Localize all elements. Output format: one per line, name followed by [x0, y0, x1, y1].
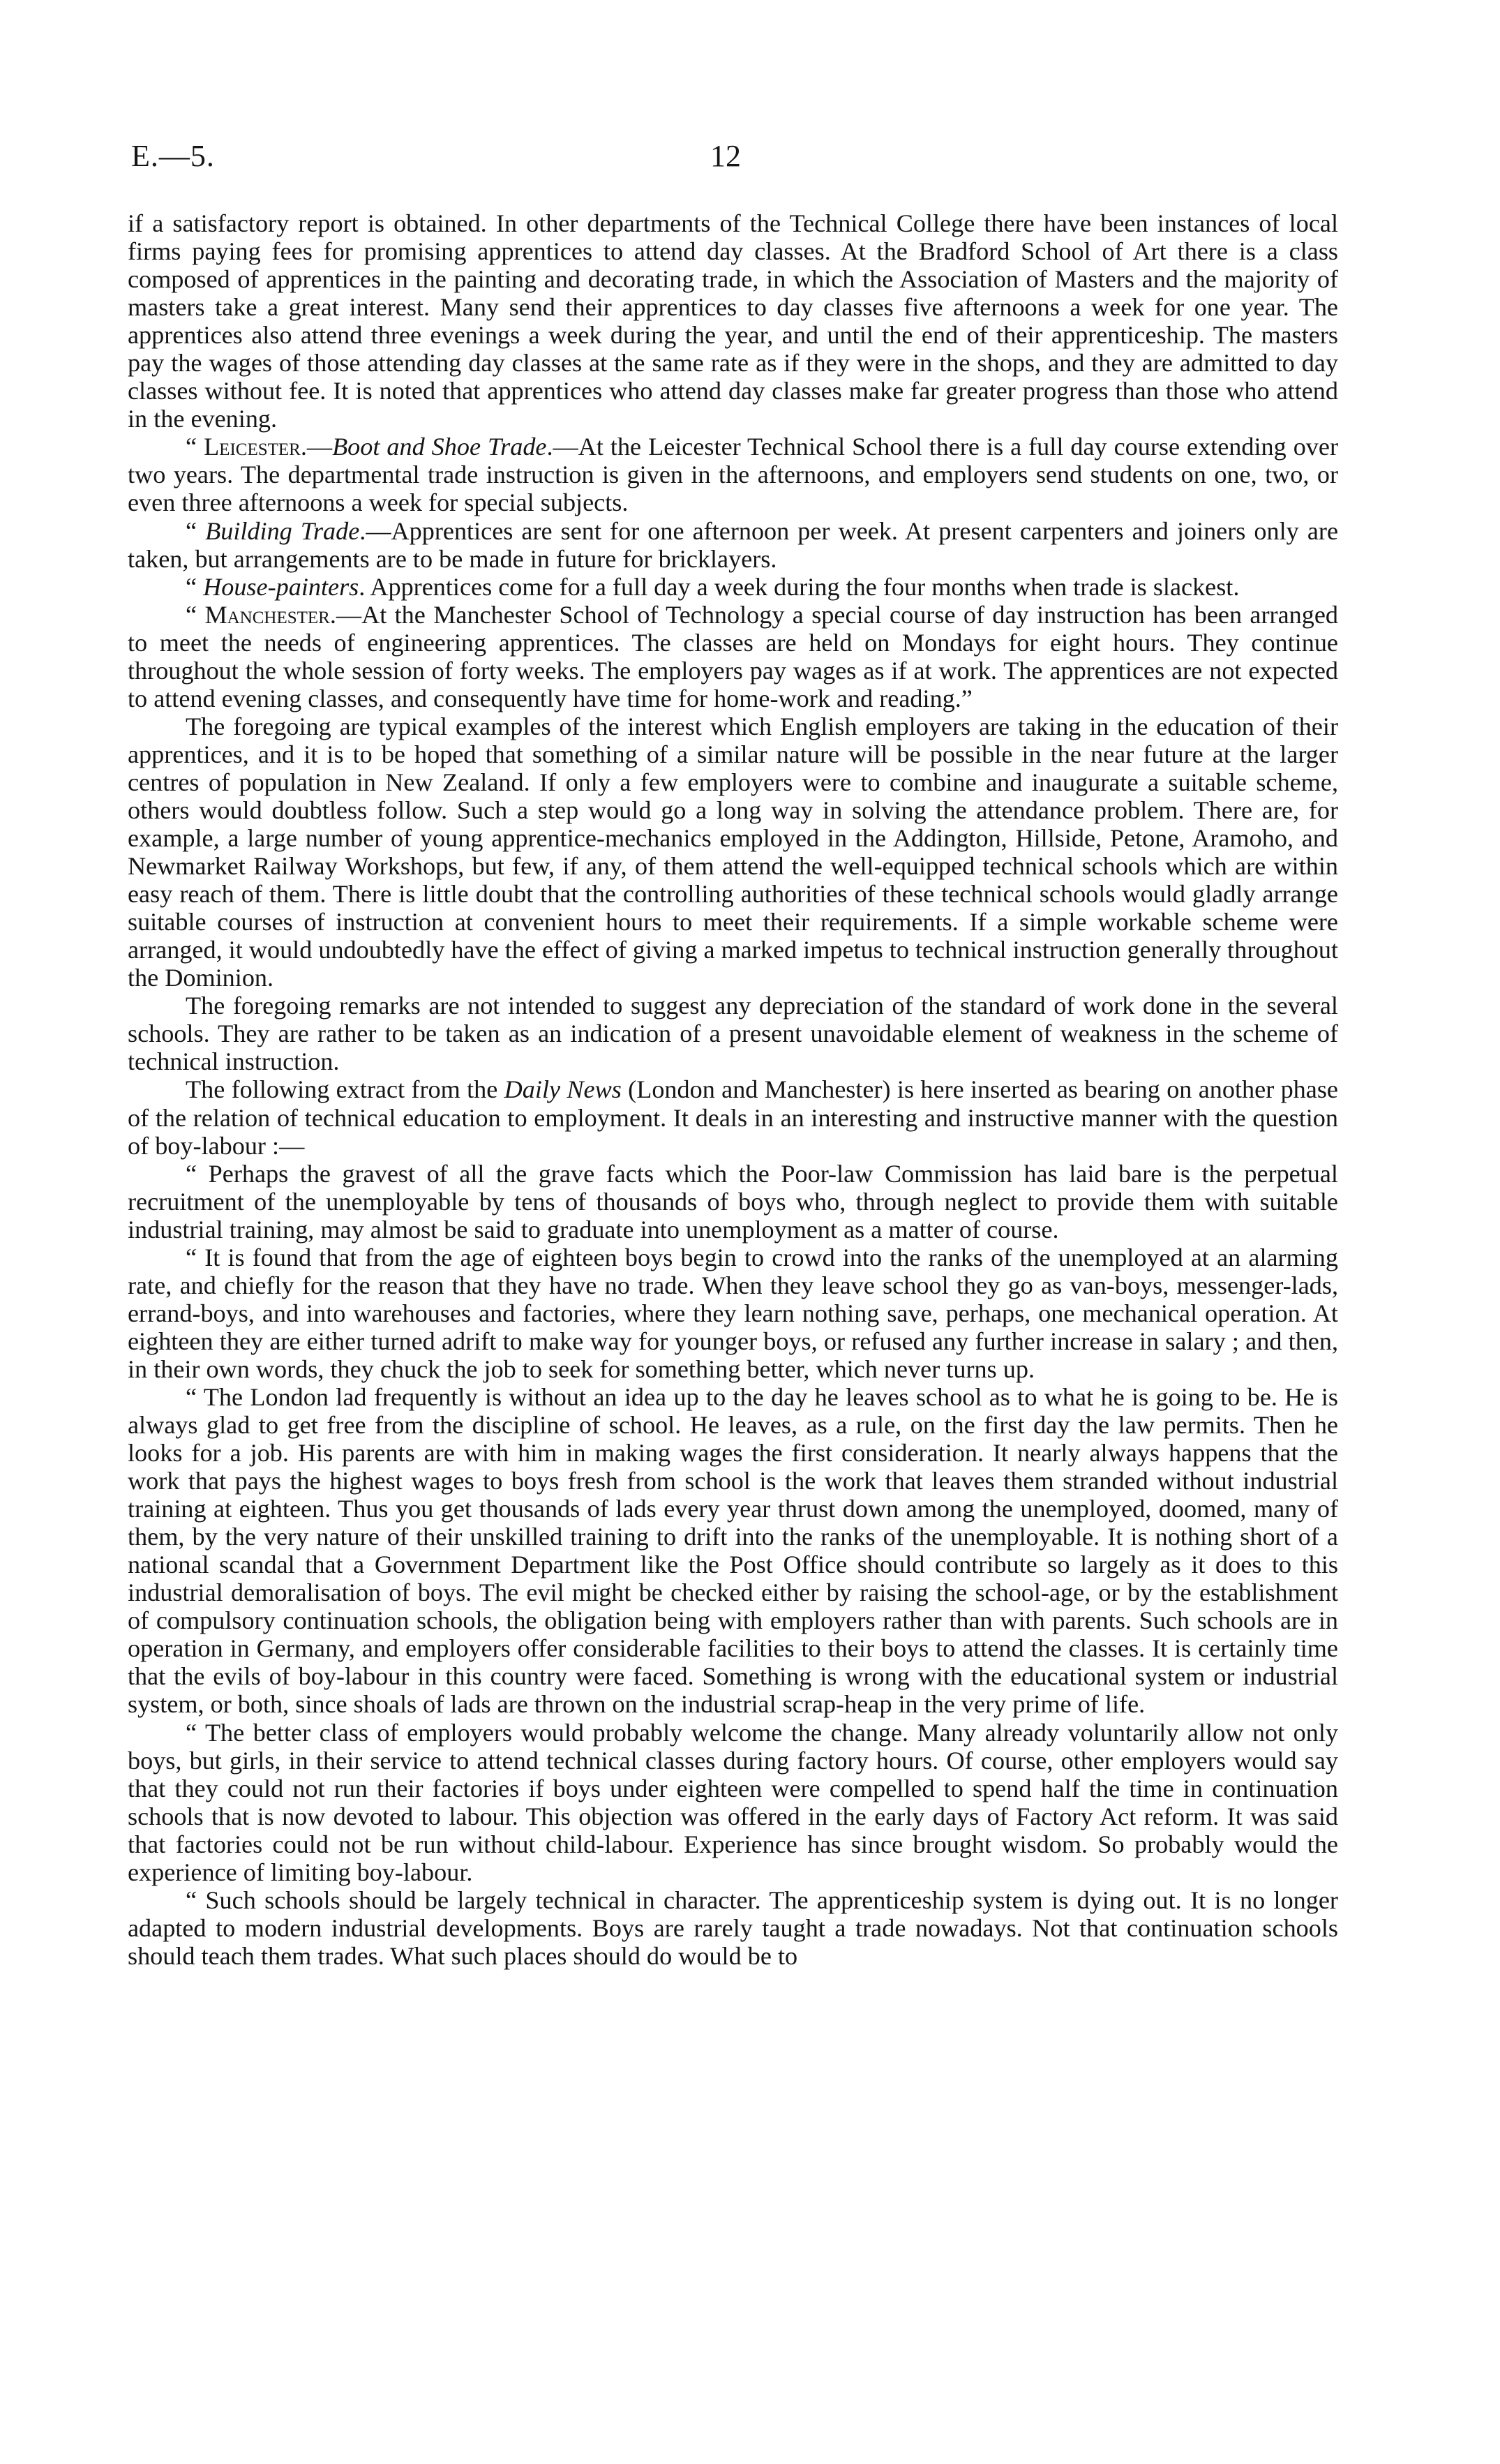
paragraph-quote-age-eighteen: “ It is found that from the age of eighteen boys begin to crowd into the ranks of the unemployed at an alarming rate, and chiefly for the reason that they have no trade. When they leave school they go as van-boys, messenger-lads, errand-boys, and into warehouses and factories, where they learn nothing save, perhaps, one mechanical operation. At eighteen they are either turned adrift to make way for younger boys, or refused any further increase in salary ; and then, in their own words, they chuck the job to seek for something better, which never turns up.: [128, 1243, 1338, 1383]
paragraph-foregoing-remarks: The foregoing remarks are not intended to suggest any depreciation of the standard of work done in the several schools. They are rather to be taken as an indication of a present unavoidable element of weakness in the scheme of technical instruction.: [128, 992, 1338, 1076]
subsection-label-building-trade: Building Trade: [205, 516, 360, 545]
document-reference: E.—5.: [131, 139, 215, 173]
paragraph-manchester: “ Manchester.—At the Manchester School of Technology a special course of day instruction has been arranged to meet the needs of engineering apprentices. The classes are held on Mondays for eight hours. They continue throughout the whole session of forty weeks. The employers pay wages as if at work. The apprentices are not expected to attend evening classes, and consequently have time for home-work and reading.”: [128, 600, 1338, 712]
paragraph-leicester-boot-shoe: “ Leicester.—Boot and Shoe Trade.—At the Leicester Technical School there is a full day course extending over two years. The departmental trade instruction is given in the afternoons, and employers send students on one, two, or even three afternoons a week for special subjects.: [128, 433, 1339, 517]
paragraph-quote-better-employers: “ The better class of employers would probably welcome the change. Many already voluntarily allow not only boys, but girls, in their service to attend technical classes during factory hours. Of course, other employers would say that they could not run their factories if boys under eighteen were compelled to spend half the time in continuation schools that is now devoted to labour. This objection was offered in the early days of Factory Act reform. It was said that factories could not be run without child-labour. Experience has since brought wisdom. So probably would the experience of limiting boy-labour.: [128, 1718, 1338, 1886]
paragraph-house-painters: “ House-painters. Apprentices come for a full day a week during the four months when trade is slackest.: [186, 572, 1240, 601]
paragraph-typical-examples: The foregoing are typical examples of the interest which English employers are taking in the education of their apprentices, and it is to be hoped that something of a similar nature will be possible in the near future at the larger centres of population in New Zealand. If only a few employers were to combine and inaugurate a suitable scheme, others would doubtless follow. Such a step would go a long way in solving the attendance problem. There are, for example, a large number of young apprentice-mechanics employed in the Addington, Hillside, Petone, Aramoho, and Newmarket Railway Workshops, but few, if any, of them attend the well-equipped technical schools which are within easy reach of them. There is little doubt that the controlling authorities of these technical schools would gladly arrange suitable courses of instruction at convenient hours to meet their requirements. If a simple workable scheme were arranged, it would undoubtedly have the effect of giving a marked impetus to technical instruction generally throughout the Dominion.: [128, 712, 1338, 992]
subsection-label-boot-shoe: Boot and Shoe Trade: [332, 433, 547, 461]
subsection-label-house-painters: House-painters: [203, 572, 359, 601]
page-number: 12: [710, 139, 741, 173]
paragraph-daily-news-intro: The following extract from the Daily News (London and Manchester) is here inserted as bearing on another phase of the relation of technical education to employment. It deals in an interesting and instructive manner with the question of boy-labour :—: [128, 1075, 1338, 1160]
paragraph-quote-london-lad: “ The London lad frequently is without an idea up to the day he leaves school as to what he is going to be. He is always glad to get free from the discipline of school. He leaves, as a rule, on the first day the law permits. Then he looks for a job. His parents are with him in making wages the first consideration. It nearly always happens that the work that pays the highest wages to boys fresh from school is the work that leaves them stranded without industrial training at eighteen. Thus you get thousands of lads every year thrust down among the unemployed, doomed, many of them, by the very nature of their unskilled training to drift into the ranks of the unemployable. It is nothing short of a national scandal that a Government Department like the Post Office should contribute so largely as it does to this industrial demoralisation of boys. The evil might be checked either by raising the school-age, or by the establishment of compulsory continuation schools, the obligation being with employers rather than with parents. Such schools are in operation in Germany, and employers offer considerable facilities to their boys to attend the classes. It is certainly time that the evils of boy-labour in this country were faced. Something is wrong with the educational system or industrial system, or both, since shoals of lads are thrown on the industrial scrap-heap in the very prime of life.: [128, 1382, 1338, 1719]
newspaper-title: Daily News: [504, 1075, 622, 1104]
body-text: [128, 209, 1338, 1970]
paragraph-quote-technical-schools: “ Such schools should be largely technical in character. The apprenticeship system is dying out. It is no longer adapted to modern industrial developments. Boys are rarely taught a trade nowadays. Not that continuation schools should teach them trades. What such places should do would be to: [128, 1886, 1338, 1970]
page-header: [131, 138, 1366, 180]
paragraph-building-trade: “ Building Trade.—Apprentices are sent for one afternoon per week. At present carpenters and joiners only are taken, but arrangements are to be made in future for bricklayers.: [128, 516, 1338, 573]
section-label-manchester: Manchester: [204, 600, 330, 629]
paragraph-quote-poor-law: “ Perhaps the gravest of all the grave facts which the Poor-law Commission has laid bare is the perpetual recruitment of the unemployable by tens of thousands of boys who, through neglect to provide them with suitable industrial training, may almost be said to graduate into unemployment as a matter of course.: [128, 1159, 1338, 1244]
section-label-leicester: Leicester: [204, 433, 301, 461]
paragraph-bradford-continuation: if a satisfactory report is obtained. In other departments of the Technical College there have been instances of local firms paying fees for promising apprentices to attend day classes. At the Bradford School of Art there is a class composed of apprentices in the painting and decorating trade, in which the Association of Masters and the majority of masters take a great interest. Many send their apprentices to day classes five afternoons a week for one year. The apprentices also attend three evenings a week during the year, and until the end of their apprenticeship. The masters pay the wages of those attending day classes at the same rate as if they were in the shops, and they are admitted to day classes without fee. It is noted that apprentices who attend day classes make far greater progress than those who attend in the evening.: [128, 209, 1338, 433]
